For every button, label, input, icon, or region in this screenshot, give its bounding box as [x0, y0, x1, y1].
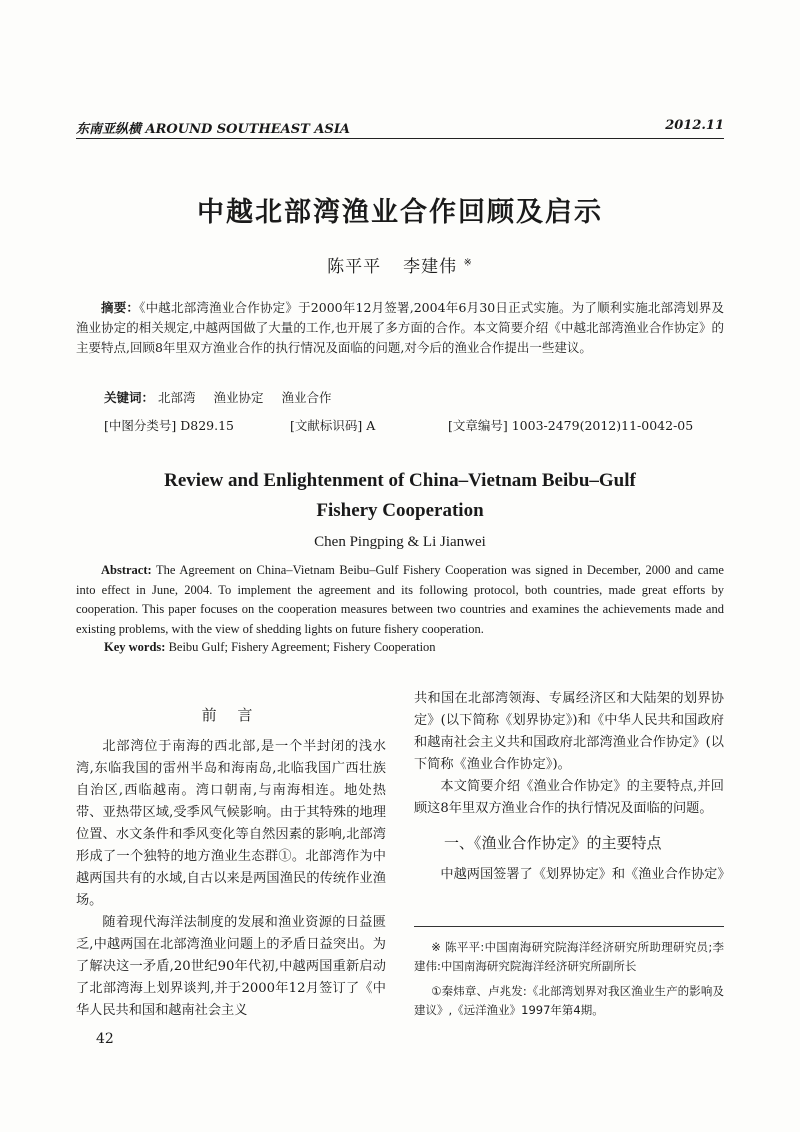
- keyword: 北部湾: [158, 390, 196, 405]
- header-rule: [76, 138, 724, 139]
- english-title: [0, 466, 800, 526]
- keyword: 渔业协定: [213, 390, 264, 405]
- body-paragraph: 共和国在北部湾领海、专属经济区和大陆架的划界协定》(以下简称《划界协定》)和《中华人民共和国政府和越南社会主义共和国政府北部湾渔业合作协定》(以下简称《渔业合作协定》)。: [414, 691, 724, 772]
- document-code: [文献标识码] A: [290, 418, 376, 433]
- footnotes: [414, 938, 724, 1026]
- english-abstract-label: Abstract:: [101, 563, 152, 577]
- body-paragraph: 北部湾位于南海的西北部,是一个半封闭的浅水湾,东临我国的雷州半岛和海南岛,北临我国广西壮族自治区,西临越南。湾口朝南,与南海相连。地处热带、亚热带区域,受季风气候影响。由于其特殊的地理位置、水文条件和季风变化等自然因素的影响,北部湾形成了一个独特的地方渔业生态群①。北部湾作为中越两国共有的水域,自古以来是两国渔民的传统作业渔场。: [76, 739, 386, 908]
- article-number: [文章编号] 1003-2479(2012)11-0042-05: [448, 418, 694, 433]
- author-2: 李建伟: [403, 257, 458, 277]
- footnote-author-info: ※ 陈平平:中国南海研究院海洋经济研究所助理研究员;李建伟:中国南海研究院海洋经济研究所副所长: [414, 940, 724, 973]
- keywords-label: 关键词：: [104, 390, 155, 405]
- chinese-keywords: [104, 388, 346, 406]
- body-paragraph: 本文简要介绍《渔业合作协定》的主要特点,并回顾这8年里双方渔业合作的执行情况及面临的问题。: [414, 779, 724, 816]
- english-abstract: [76, 561, 724, 639]
- footnote-rule: [414, 926, 724, 927]
- section-title-preface: 前 言: [201, 706, 261, 724]
- clc-number: [中图分类号] D829.15: [104, 418, 234, 433]
- english-title-line-1: Review and Enlightenment of China–Vietnam Beibu–Gulf: [164, 470, 636, 491]
- author-1: 陈平平: [327, 257, 382, 277]
- english-keywords-label: Key words:: [104, 640, 166, 654]
- chinese-abstract: [76, 298, 724, 358]
- body-left-column: [76, 704, 386, 1022]
- body-paragraph: 中越两国签署了《划界协定》和《渔业合作协定》: [440, 867, 731, 882]
- english-title-line-2: Fishery Cooperation: [316, 500, 484, 521]
- body-right-column: [414, 688, 731, 886]
- chinese-title: 中越北部湾渔业合作回顾及启示: [197, 197, 603, 228]
- journal-name: 东南亚纵横 AROUND SOUTHEAST ASIA: [76, 122, 350, 137]
- english-keywords: [104, 640, 436, 655]
- section-1-heading: 一、《渔业合作协定》的主要特点: [444, 834, 662, 852]
- english-keywords-text: Beibu Gulf; Fishery Agreement; Fishery Cooperation: [165, 640, 436, 654]
- keyword: 渔业合作: [281, 390, 332, 405]
- chinese-authors: [0, 252, 800, 277]
- abstract-text: 《中越北部湾渔业合作协定》于2000年12月签署,2004年6月30日正式实施。为了顺利实施北部湾划界及渔业协定的相关规定,中越两国做了大量的工作,也开展了多方面的合作。本文简要介绍《中越北部湾渔业合作协定》的主要特点,回顾8年里双方渔业合作的执行情况及面临的问题,对今后的渔业合作提出一些建议。: [76, 300, 724, 355]
- abstract-label: 摘要：: [101, 300, 140, 315]
- issue-date: 2012.11: [665, 118, 724, 133]
- body-paragraph: 随着现代海洋法制度的发展和渔业资源的日益匮乏,中越两国在北部湾渔业问题上的矛盾日益突出。为了解决这一矛盾,20世纪90年代初,中越两国重新启动了北部湾海上划界谈判,并于2000年12月签订了《中华人民共和国和越南社会主义: [76, 915, 386, 1018]
- english-authors: Chen Pingping & Li Jianwei: [314, 534, 486, 550]
- page-number: 42: [96, 1031, 114, 1047]
- english-abstract-text: The Agreement on China–Vietnam Beibu–Gulf Fishery Cooperation was signed in December, 2000 and came into effect in June, 2004. To implement the agreement and its following protocol, both countries, made great efforts by cooperation. This paper focuses on the cooperation measures between two countries and examines the achievements made and existing problems, with the view of shedding lights on future fishery cooperation.: [76, 563, 724, 636]
- footnote-1: ①秦炜章、卢兆发:《北部湾划界对我区渔业生产的影响及建议》,《远洋渔业》1997年第4期。: [414, 984, 724, 1017]
- author-footnote-mark: ※: [463, 257, 473, 269]
